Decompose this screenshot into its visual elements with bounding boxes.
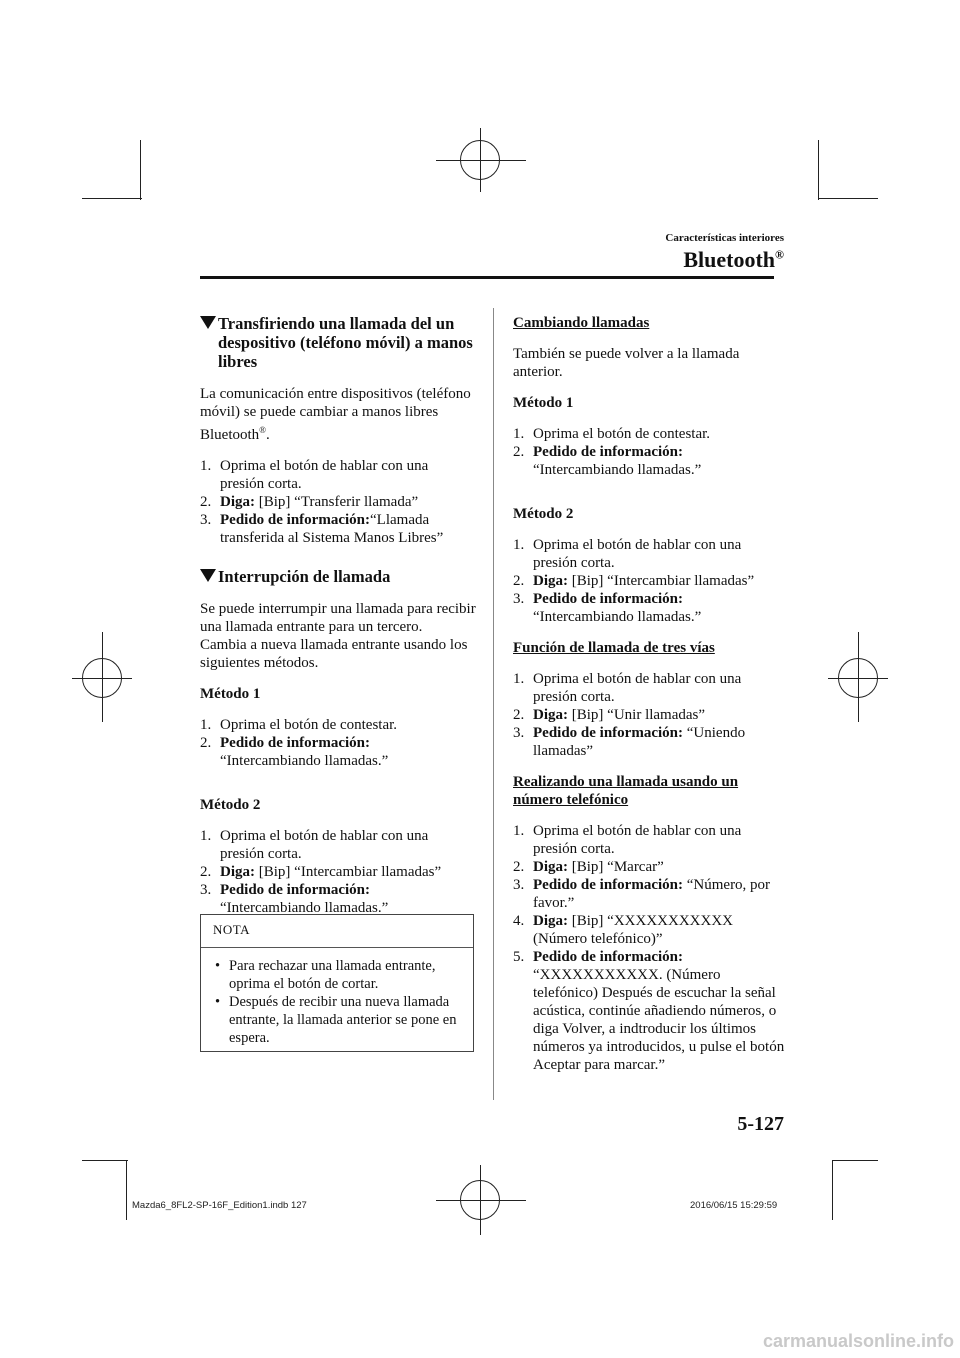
left-column bbox=[200, 314, 476, 930]
step-number: 3. bbox=[513, 877, 525, 893]
step-label: Diga: bbox=[533, 573, 568, 589]
list-item bbox=[200, 457, 476, 493]
transfer-intro-end: . bbox=[266, 427, 270, 443]
page-number: 5-127 bbox=[737, 1113, 784, 1135]
step-number: 1. bbox=[200, 828, 212, 844]
step-text: [Bip] “Unir llamadas” bbox=[568, 707, 706, 723]
step-label: Pedido de información: bbox=[220, 512, 370, 528]
step-number: 3. bbox=[200, 882, 212, 898]
page-title-text: Bluetooth bbox=[683, 247, 776, 272]
method-1-title: Método 1 bbox=[513, 395, 574, 411]
step-label: Pedido de información: bbox=[533, 591, 683, 607]
step-number: 2. bbox=[513, 444, 525, 460]
interrupt-p1: Se puede interrumpir una llamada para recibir una llamada entrante para un tercero. bbox=[200, 601, 476, 635]
step-text: [Bip] “Marcar” bbox=[568, 859, 664, 875]
transfer-intro-text: La comunicación entre dispositivos (teléfono móvil) se puede cambiar a manos libres Bluetooth bbox=[200, 386, 471, 443]
list-item bbox=[200, 881, 476, 917]
step-text: “Número, por favor.” bbox=[533, 877, 771, 911]
list-item bbox=[513, 876, 785, 912]
heading-number: Realizando una llamada usando un número telefónico bbox=[513, 774, 739, 808]
switch-paragraph: También se puede volver a la llamada anterior. bbox=[513, 346, 740, 380]
list-item bbox=[513, 822, 785, 858]
step-text: [Bip] “XXXXXXXXXXX (Número telefónico)” bbox=[533, 913, 733, 947]
footer-file: Mazda6_8FL2-SP-16F_Edition1.indb 127 bbox=[132, 1200, 307, 1211]
note-divider bbox=[201, 947, 473, 948]
method-2-steps bbox=[200, 827, 476, 917]
list-item bbox=[513, 425, 785, 443]
step-number: 4. bbox=[513, 913, 525, 929]
step-number: 1. bbox=[513, 537, 525, 553]
note-text: Para rechazar una llamada entrante, oprima el botón de cortar. bbox=[229, 958, 436, 992]
method-1-steps bbox=[513, 425, 785, 479]
step-text: “Llamada transferida al Sistema Manos Libres” bbox=[220, 512, 444, 546]
step-text: Oprima el botón de contestar. bbox=[533, 426, 711, 442]
method-1-steps bbox=[200, 716, 476, 770]
bullet-icon: • bbox=[215, 994, 221, 1010]
step-text: Oprima el botón de hablar con una presión corta. bbox=[220, 828, 429, 862]
list-item bbox=[200, 716, 476, 734]
list-item bbox=[513, 536, 785, 572]
method-1-title: Método 1 bbox=[200, 686, 261, 702]
step-text: “Intercambiando llamadas.” bbox=[220, 753, 389, 769]
heading-three-way: Función de llamada de tres vías bbox=[513, 640, 715, 656]
right-column bbox=[513, 314, 785, 1087]
note-text: Después de recibir una nueva llamada entrante, la llamada anterior se pone en espera. bbox=[229, 994, 457, 1046]
footer-datetime: 2016/06/15 15:29:59 bbox=[690, 1200, 778, 1211]
step-number: 1. bbox=[513, 823, 525, 839]
step-number: 1. bbox=[200, 458, 212, 474]
column-divider bbox=[493, 308, 494, 1100]
step-text: Oprima el botón de hablar con una presión corta. bbox=[533, 671, 742, 705]
list-item bbox=[200, 734, 476, 770]
list-item bbox=[200, 827, 476, 863]
list-item bbox=[200, 863, 476, 881]
header-rule bbox=[200, 276, 774, 279]
step-label: Pedido de información: bbox=[533, 877, 683, 893]
heading-transfer bbox=[200, 314, 476, 371]
method-2-title: Método 2 bbox=[200, 797, 261, 813]
step-label: Diga: bbox=[533, 859, 568, 875]
bullet-icon: • bbox=[215, 958, 221, 974]
step-text: “Intercambiando llamadas.” bbox=[533, 609, 702, 625]
step-number: 1. bbox=[513, 426, 525, 442]
step-text: “XXXXXXXXXXX. (Número telefónico) Después de escuchar la señal acústica, continúe añadiendo números, o diga Volver, a indtroducir los últimos números ya introducidos, u pulse el botón Aceptar para marcar.” bbox=[533, 967, 785, 1073]
step-label: Pedido de información: bbox=[220, 882, 370, 898]
step-number: 2. bbox=[513, 859, 525, 875]
transfer-steps bbox=[200, 457, 476, 547]
step-number: 2. bbox=[200, 735, 212, 751]
note-box bbox=[200, 914, 474, 1052]
step-text: “Intercambiando llamadas.” bbox=[220, 900, 389, 916]
step-text: “Uniendo llamadas” bbox=[533, 725, 746, 759]
list-item bbox=[513, 912, 785, 948]
interrupt-p2: Cambia a nueva llamada entrante usando los siguientes métodos. bbox=[200, 637, 468, 671]
step-number: 2. bbox=[513, 573, 525, 589]
step-text: [Bip] “Intercambiar llamadas” bbox=[255, 864, 442, 880]
step-label: Pedido de información: bbox=[533, 444, 683, 460]
step-text: Oprima el botón de hablar con una presión corta. bbox=[220, 458, 429, 492]
heading-interrupt-text: Interrupción de llamada bbox=[218, 567, 391, 586]
list-item bbox=[513, 590, 785, 626]
heading-transfer-text: Transfiriendo una llamada del un despositivo (teléfono móvil) a manos libres bbox=[218, 314, 473, 371]
list-item bbox=[215, 957, 463, 993]
list-item bbox=[200, 493, 476, 511]
step-text: [Bip] “Transferir llamada” bbox=[255, 494, 419, 510]
list-item bbox=[215, 993, 463, 1047]
step-number: 3. bbox=[513, 591, 525, 607]
list-item bbox=[513, 948, 785, 1074]
section-label: Características interiores bbox=[665, 232, 784, 244]
step-number: 3. bbox=[200, 512, 212, 528]
step-label: Diga: bbox=[533, 707, 568, 723]
step-number: 1. bbox=[200, 717, 212, 733]
heading-switch: Cambiando llamadas bbox=[513, 315, 650, 331]
triangle-icon bbox=[200, 569, 216, 582]
page-title bbox=[683, 247, 784, 273]
list-item bbox=[513, 443, 785, 479]
note-title: NOTA bbox=[213, 922, 251, 937]
triangle-icon bbox=[200, 316, 216, 329]
step-label: Diga: bbox=[220, 864, 255, 880]
step-text: “Intercambiando llamadas.” bbox=[533, 462, 702, 478]
list-item bbox=[513, 670, 785, 706]
step-text: Oprima el botón de contestar. bbox=[220, 717, 398, 733]
heading-interrupt bbox=[200, 567, 476, 586]
list-item bbox=[200, 511, 476, 547]
step-label: Diga: bbox=[220, 494, 255, 510]
step-label: Pedido de información: bbox=[533, 725, 683, 741]
step-number: 5. bbox=[513, 949, 525, 965]
list-item bbox=[513, 572, 785, 590]
registered-mark: ® bbox=[259, 425, 267, 435]
step-number: 3. bbox=[513, 725, 525, 741]
step-label: Diga: bbox=[533, 913, 568, 929]
step-text: [Bip] “Intercambiar llamadas” bbox=[568, 573, 755, 589]
method-2-title: Método 2 bbox=[513, 506, 574, 522]
step-number: 2. bbox=[200, 864, 212, 880]
list-item bbox=[513, 706, 785, 724]
step-label: Pedido de información: bbox=[533, 949, 683, 965]
step-text: Oprima el botón de hablar con una presión corta. bbox=[533, 537, 742, 571]
transfer-intro bbox=[200, 385, 476, 444]
list-item bbox=[513, 724, 785, 760]
method-2-steps bbox=[513, 536, 785, 626]
list-item bbox=[513, 858, 785, 876]
step-number: 2. bbox=[513, 707, 525, 723]
step-number: 2. bbox=[200, 494, 212, 510]
step-text: Oprima el botón de hablar con una presión corta. bbox=[533, 823, 742, 857]
step-label: Pedido de información: bbox=[220, 735, 370, 751]
number-steps bbox=[513, 822, 785, 1074]
watermark: carmanualsonline.info bbox=[762, 1331, 954, 1351]
three-way-steps bbox=[513, 670, 785, 760]
note-list bbox=[201, 957, 473, 1047]
step-number: 1. bbox=[513, 671, 525, 687]
registered-mark: ® bbox=[775, 247, 784, 262]
